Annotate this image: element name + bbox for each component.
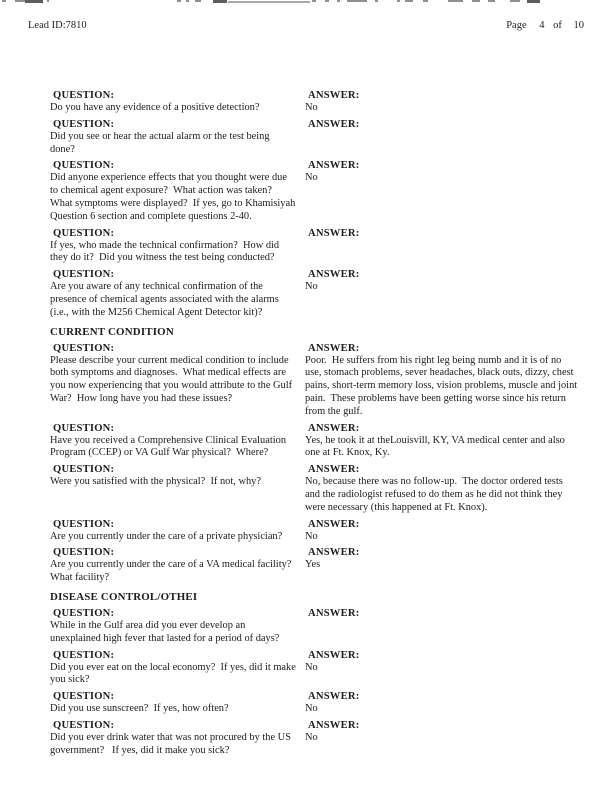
answer-label: ANSWER: — [308, 227, 360, 239]
answer-text: No — [305, 731, 318, 743]
question-column — [50, 463, 305, 489]
question-label: QUESTION: — [53, 160, 115, 172]
question-text: Did you ever drink water that was not procured by the US government? If yes, did it make you sick? — [50, 731, 294, 756]
answer-column — [305, 89, 578, 115]
answer-label: ANSWER: — [308, 269, 360, 281]
question-label: QUESTION: — [53, 691, 115, 703]
question-text: Please describe your current medical condition to include both symptoms and diagnoses. What medical effects are you now experiencing that you would attribute to the Gulf War? How long have you had these issues? — [50, 354, 295, 404]
qa-block — [50, 342, 578, 419]
answer-column — [305, 463, 578, 514]
answer-column — [305, 607, 578, 620]
answer-label: ANSWER: — [308, 90, 360, 101]
question-label: QUESTION: — [53, 464, 115, 476]
qa-block — [50, 89, 578, 115]
question-column — [50, 268, 305, 319]
qa-block — [50, 690, 578, 716]
answer-text: Yes, he took it at theLouisvill, KY, VA medical center and also one at Ft. Knox, Ky. — [305, 434, 568, 459]
page-header — [28, 20, 584, 32]
question-label: QUESTION: — [53, 227, 115, 239]
question-label: QUESTION: — [53, 607, 115, 619]
question-label: QUESTION: — [53, 90, 115, 101]
qa-block — [50, 518, 578, 544]
answer-text: No — [305, 661, 318, 673]
question-column — [50, 89, 305, 115]
answer-label: ANSWER: — [308, 160, 360, 172]
answer-label: ANSWER: — [308, 422, 360, 434]
question-text: While in the Gulf area did you ever develop an unexplained high fever that lasted for a period of days? — [50, 619, 280, 644]
qa-block — [50, 546, 578, 585]
question-text: Are you aware of any technical confirmation of the presence of chemical agents associated with the alarms (i.e., with the M256 Chemical Agent Detector kit)? — [50, 281, 282, 318]
answer-text: No — [305, 172, 318, 184]
answer-column — [305, 690, 578, 716]
answer-label: ANSWER: — [308, 607, 360, 619]
answer-column — [305, 227, 578, 240]
question-column — [50, 518, 305, 544]
qa-block — [50, 463, 578, 514]
answer-column — [305, 546, 578, 572]
answer-column — [305, 422, 578, 461]
answer-column — [305, 719, 578, 745]
answer-column — [305, 118, 578, 131]
question-label: QUESTION: — [53, 518, 115, 530]
page-current: 4 — [539, 20, 545, 31]
page-of-label: of — [553, 20, 562, 31]
answer-text: No, because there was no follow-up. The doctor ordered tests and the radiologist refused to do them as he did not think they were necessary (this happened at Ft. Knox). — [305, 476, 566, 513]
question-text: Did anyone experience effects that you thought were due to chemical agent exposure? What action was taken? What symptoms were displayed? If yes, go to Khamisiyah Question 6 section and complete questions 2-40. — [50, 172, 298, 222]
page-label: Page — [506, 20, 527, 31]
question-column — [50, 607, 305, 646]
qa-block — [50, 607, 578, 646]
answer-text: Poor. He suffers from his right leg being numb and it is of no use, stomach problems, sever headaches, black outs, dizzy, chest pains, short-term memory loss, vision problems, muscle and joint pain. These problems have been getting worse since his return from the gulf. — [305, 354, 580, 417]
question-label: QUESTION: — [53, 422, 115, 434]
question-label: QUESTION: — [53, 269, 115, 281]
question-column — [50, 649, 305, 688]
question-column — [50, 118, 305, 157]
answer-column — [305, 159, 578, 185]
answer-label: ANSWER: — [308, 342, 360, 354]
qa-block — [50, 118, 578, 157]
question-text: Did you see or hear the actual alarm or the test being done? — [50, 130, 273, 155]
answer-column — [305, 342, 578, 419]
answer-label: ANSWER: — [308, 547, 360, 559]
answer-label: ANSWER: — [308, 649, 360, 661]
answer-label: ANSWER: — [308, 691, 360, 703]
answer-label: ANSWER: — [308, 464, 360, 476]
qa-block — [50, 422, 578, 461]
page-total: 10 — [573, 20, 584, 31]
question-text: If yes, who made the technical confirmation? How did they do it? Did you witness the test being conducted? — [50, 239, 282, 264]
answer-text: No — [305, 102, 318, 113]
question-column — [50, 342, 305, 406]
question-text: Are you currently under the care of a private physician? — [50, 530, 283, 542]
answer-text: Yes — [305, 559, 321, 571]
qa-block — [50, 719, 578, 758]
answer-column — [305, 518, 578, 544]
answer-label: ANSWER: — [308, 719, 360, 731]
answer-label: ANSWER: — [308, 118, 360, 130]
section-heading: CURRENT CONDITION — [50, 325, 174, 338]
page-indicator — [506, 20, 584, 32]
answer-text: No — [305, 530, 318, 542]
qa-block — [50, 227, 578, 266]
question-column — [50, 227, 305, 266]
question-column — [50, 159, 305, 223]
question-label: QUESTION: — [53, 719, 115, 731]
answer-text: No — [305, 281, 318, 293]
qa-block — [50, 649, 578, 688]
answer-column — [305, 268, 578, 294]
question-label: QUESTION: — [53, 342, 115, 354]
question-column — [50, 719, 305, 758]
answer-column — [305, 649, 578, 675]
question-column — [50, 690, 305, 716]
question-label: QUESTION: — [53, 118, 115, 130]
question-text: Are you currently under the care of a VA medical facility? What facility? — [50, 559, 297, 584]
lead-id: Lead ID:7810 — [28, 20, 87, 31]
question-column — [50, 422, 305, 461]
question-text: Were you satisfied with the physical? If not, why? — [50, 476, 261, 488]
answer-text: No — [305, 703, 318, 715]
qa-list — [50, 86, 578, 758]
qa-block — [50, 159, 578, 223]
question-label: QUESTION: — [53, 649, 115, 661]
question-text: Did you use sunscreen? If yes, how often? — [50, 703, 229, 715]
question-column — [50, 546, 305, 585]
answer-label: ANSWER: — [308, 518, 360, 530]
question-text: Did you ever eat on the local economy? If yes, did it make you sick? — [50, 661, 299, 686]
question-text: Have you received a Comprehensive Clinical Evaluation Program (CCEP) or VA Gulf War physical? Where? — [50, 434, 289, 459]
question-label: QUESTION: — [53, 547, 115, 559]
section-heading: DISEASE CONTROL/OTHEI — [50, 590, 198, 603]
question-text: Do you have any evidence of a positive detection? — [50, 102, 260, 113]
qa-block — [50, 268, 578, 319]
